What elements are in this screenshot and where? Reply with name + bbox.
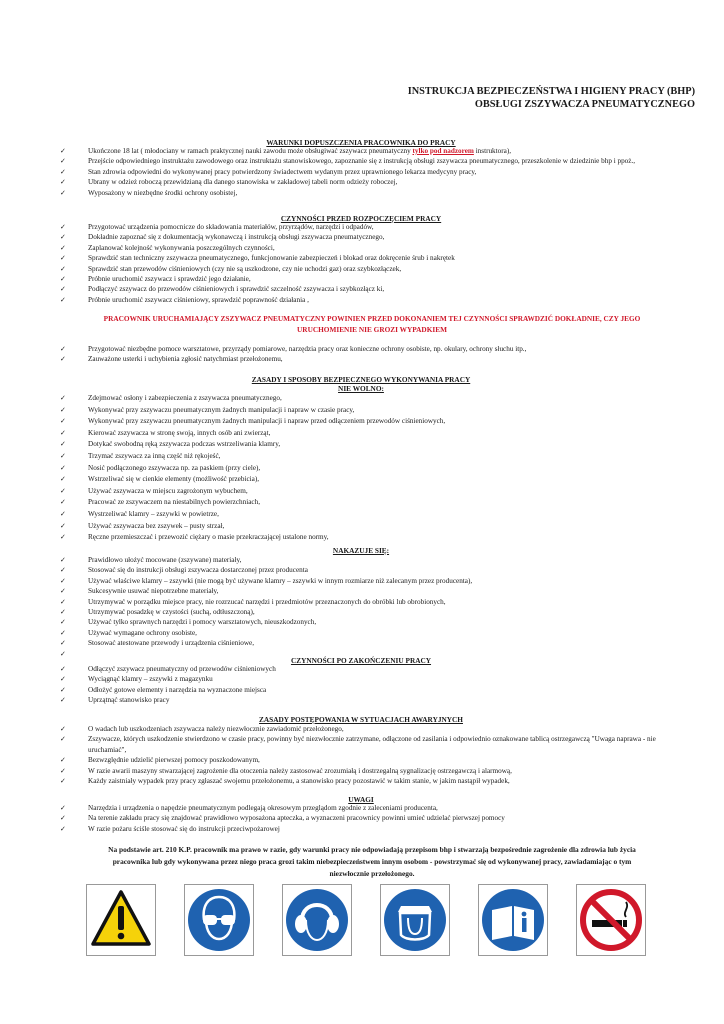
face-shield-icon [380, 884, 450, 956]
list-item: ✓ Wykonywać przy zszywaczu pneumatycznym żadnych manipulacji i napraw w czasie pracy, [56, 405, 676, 417]
section-heading-emergency: ZASADY POSTĘPOWANIA W SYTUACJACH AWARYJNYCH [259, 715, 463, 724]
list-item: ✓ Utrzymywać w porządku miejsce pracy, nie rozrzucać narzędzi i przedmiotów przeznaczonych do obróbki lub obrobionych, [56, 597, 676, 607]
list-item: ✓ Prawidłowo ułożyć mocowane (zszywane) materiały, [56, 555, 676, 565]
list-item: ✓ Kierować zszywacza w stronę swoją, innych osób ani zwierząt, [56, 428, 676, 440]
section-heading-notes: UWAGI [348, 795, 374, 804]
list-item: ✓ O wadach lub uszkodzeniach zszywacza należy niezwłocznie zawiadomić przełożonego, [56, 724, 676, 734]
section-heading-safe-work: ZASADY I SPOSOBY BEZPIECZNEGO WYKONYWANIA PRACY [251, 375, 471, 384]
list-item: ✓ W razie awarii maszyny stwarzającej zagrożenie dla otoczenia należy zastosować zrozumiałą i dostrzegalną sygnalizację ostrzegawczą i alarmową, [56, 766, 676, 776]
list-item: ✓ Narzędzia i urządzenia o napędzie pneumatycznym podlegają okresowym przeglądom zgodnie z zaleceniami producenta, [56, 803, 676, 813]
list-after-work [56, 664, 676, 706]
list-item: ✓ Próbnie uruchomić zszywacz i sprawdzić jego działanie, [56, 274, 676, 284]
list-item: ✓ Zszywacze, których uszkodzenie stwierdzono w czasie pracy, powinny być niezwłocznie zatrzymane, odłączone od zasilania i odpowiednio oznakowane tablicą ostrzegawczą "Uwaga naprawa - nie uruchamiać", [56, 734, 676, 755]
list-item: ✓ Odłączyć zszywacz pneumatyczny od przewodów ciśnieniowych [56, 664, 676, 674]
no-smoking-icon [576, 884, 646, 956]
list-forbidden [56, 393, 676, 544]
list-item: ✓ Wystrzeliwać klamry – zszywki w powietrze, [56, 509, 676, 521]
list-item: ✓ Wstrzeliwać się w cienkie elementy (możliwość przebicia), [56, 474, 676, 486]
list-item: ✓ Przygotować urządzenia pomocnicze do składowania materiałów, przyrządów, narzędzi i odpadów, [56, 222, 676, 232]
list-item: ✓ Wykonywać przy zszywaczu pneumatycznym żadnych manipulacji i napraw przed odłączeniem przewodów ciśnieniowych, [56, 416, 676, 428]
list-item: ✓ Nosić podłączonego zszywacza np. za paskiem (przy ciele), [56, 463, 676, 475]
emphasis-text: tylko pod nadzorem [412, 147, 474, 155]
list-item: ✓ Zauważone usterki i uchybienia zgłosić natychmiast przełożonemu, [56, 354, 676, 364]
eye-protection-icon [184, 884, 254, 956]
list-item: ✓ Wyposażony w niezbędne środki ochrony osobistej, [56, 188, 676, 198]
list-required [56, 555, 676, 659]
section-heading-after-work: CZYNNOŚCI PO ZAKOŃCZENIU PRACY [290, 656, 432, 665]
list-item: ✓ Dotykać swobodną ręką zszywacza podczas wstrzeliwania klamry, [56, 439, 676, 451]
read-instructions-icon [478, 884, 548, 956]
general-warning-icon [86, 884, 156, 956]
list-item: ✓ Używać tylko sprawnych narzędzi i pomocy warsztatowych, nieuszkodzonych, [56, 617, 676, 627]
list-item: ✓ Używać właściwe klamry – zszywki (nie mogą być używane klamry – zszywki w innym rozmiarze niż zalecanym przez producenta), [56, 576, 676, 586]
list-item: ✓ Pracować ze zszywaczem na niestabilnych powierzchniach, [56, 497, 676, 509]
list-item: ✓ Sprawdzić stan techniczny zszywacza pneumatycznego, funkcjonowanie zabezpieczeń i blokad oraz dokręcenie śrub i nakrętek [56, 253, 676, 263]
section-heading-required: NAKAZUJE SIĘ: [332, 546, 390, 555]
list-item: ✓ Każdy zaistniały wypadek przy pracy zgłaszać swojemu przełożonemu, a stanowisko pracy pozostawić w takim stanie, w jakim nastąpił wypadek, [56, 776, 676, 786]
document-title: INSTRUKCJA BEZPIECZEŃSTWA I HIGIENY PRACY (BHP) [407, 86, 695, 97]
list-item: ✓ Uprzątnąć stanowisko pracy [56, 695, 676, 705]
warning-text: PRACOWNIK URUCHAMIAJĄCY ZSZYWACZ PNEUMATYCZNY POWINIEN PRZED DOKONANIEM TEJ CZYNNOŚCI SPRAWDZIĆ DOKŁADNIE, CZY JEGO URUCHOMIENIE NIE GROZI WYPADKIEM [103, 314, 641, 334]
section-heading-before-work: CZYNNOŚCI PRZED ROZPOCZĘCIEM PRACY [280, 214, 442, 223]
list-item: ✓ Stosować atestowane przewody i urządzenia ciśnieniowe, [56, 638, 676, 648]
document-subtitle: OBSŁUGI ZSZYWACZA PNEUMATYCZNEGO [474, 99, 695, 110]
list-item: ✓ Stan zdrowia odpowiedni do wykonywanej pracy potwierdzony świadectwem wydanym przez uprawnionego lekarza medycyny pracy, [56, 167, 676, 177]
list-item: ✓ Ukończone 18 lat ( młodociany w ramach praktycznej nauki zawodu może obsługiwać zszywacz pneumatyczny tylko pod nadzorem instruktora), [56, 146, 676, 156]
list-item: ✓ Przejście odpowiedniego instruktażu zawodowego oraz instruktażu stanowiskowego, zapoznanie się z instrukcją obsługi zszywacza pneumatycznego, przeszkolenie w dziedzinie bhp i ppoż., [56, 156, 676, 166]
list-item: ✓ Ubrany w odzież roboczą przewidzianą dla danego stanowiska w zakładowej tabeli norm odzieży roboczej, [56, 177, 676, 187]
section-heading-admission: WARUNKI DOPUSZCZENIA PRACOWNIKA DO PRACY [266, 138, 456, 147]
list-item: ✓ Sprawdzić stan przewodów ciśnieniowych (czy nie są uszkodzone, czy nie uchodzi gaz) oraz szybkozłączek, [56, 264, 676, 274]
hearing-protection-icon [282, 884, 352, 956]
list-item: ✓ Utrzymywać posadzkę w czystości (suchą, odtłuszczoną), [56, 607, 676, 617]
list-item: ✓ W razie pożaru ściśle stosować się do instrukcji przeciwpożarowej [56, 824, 676, 834]
list-item: ✓ Zaplanować kolejność wykonywania poszczególnych czynności, [56, 243, 676, 253]
list-admission [56, 146, 676, 198]
list-item: ✓ Ręczne przemieszczać i przewozić ciężary o masie przekraczającej ustalone normy, [56, 532, 676, 544]
list-emergency [56, 724, 676, 786]
list-item: ✓ Podłączyć zszywacz do przewodów ciśnieniowych i sprawdzić szczelność zszywacza i szybkozłącz ki, [56, 284, 676, 294]
list-notes [56, 803, 676, 834]
list-item: ✓ Trzymać zszywacz za inną część niż rękojeść, [56, 451, 676, 463]
list-item: ✓ Odłożyć gotowe elementy i narzędzia na wyznaczone miejsca [56, 685, 676, 695]
list-item: ✓ Stosować się do instrukcji obsługi zszywacza dostarczonej przez producenta [56, 565, 676, 575]
list-item: ✓ Dokładnie zapoznać się z dokumentacją wykonawczą i instrukcją obsługi zszywacza pneumatycznego, [56, 232, 676, 242]
list-item: ✓ Na terenie zakładu pracy się znajdować prawidłowo wyposażona apteczka, a wyznaczeni pracownicy powinni umieć udzielać pierwszej pomocy [56, 813, 676, 823]
legal-note: Na podstawie art. 210 K.P. pracownik ma prawo w razie, gdy warunki pracy nie odpowiadają przepisom bhp i stwarzają bezpośrednie zagrożenie dla zdrowia lub życia pracownika lub gdy wykonywana przez niego praca grozi takim niebezpieczeństwem innym osobom - powstrzymać się od wykonywanej pracy, zawiadamiając o tym niezwłocznie przełożonego. [108, 845, 636, 879]
list-item: ✓ Używać zszywacza w miejscu zagrożonym wybuchem, [56, 486, 676, 498]
section-subheading-forbidden: NIE WOLNO: [338, 384, 384, 393]
list-item: ✓ Używać wymagane ochrony osobiste, [56, 628, 676, 638]
safety-signs-row [86, 884, 646, 958]
list-item: ✓ Zdejmować osłony i zabezpieczenia z zszywacza pneumatycznego, [56, 393, 676, 405]
list-item: ✓ Bezwzględnie udzielić pierwszej pomocy poszkodowanym, [56, 755, 676, 765]
list-preparation [56, 344, 676, 365]
list-item: ✓ Sukcesywnie usuwać niepotrzebne materiały, [56, 586, 676, 596]
list-item: ✓ Używać zszywacza bez zszywek – pusty strzał, [56, 521, 676, 533]
list-before-work [56, 222, 676, 305]
list-item: ✓ Próbnie uruchomić zszywacz ciśnieniowy, sprawdzić poprawność działania , [56, 295, 676, 305]
list-item: ✓ Przygotować niezbędne pomoce warsztatowe, przyrządy pomiarowe, narzędzia pracy oraz konieczne ochrony osobiste, np. okulary, ochrony słuchu itp., [56, 344, 676, 354]
list-item: ✓ Wyciągnąć klamry – zszywki z magazynku [56, 674, 676, 684]
